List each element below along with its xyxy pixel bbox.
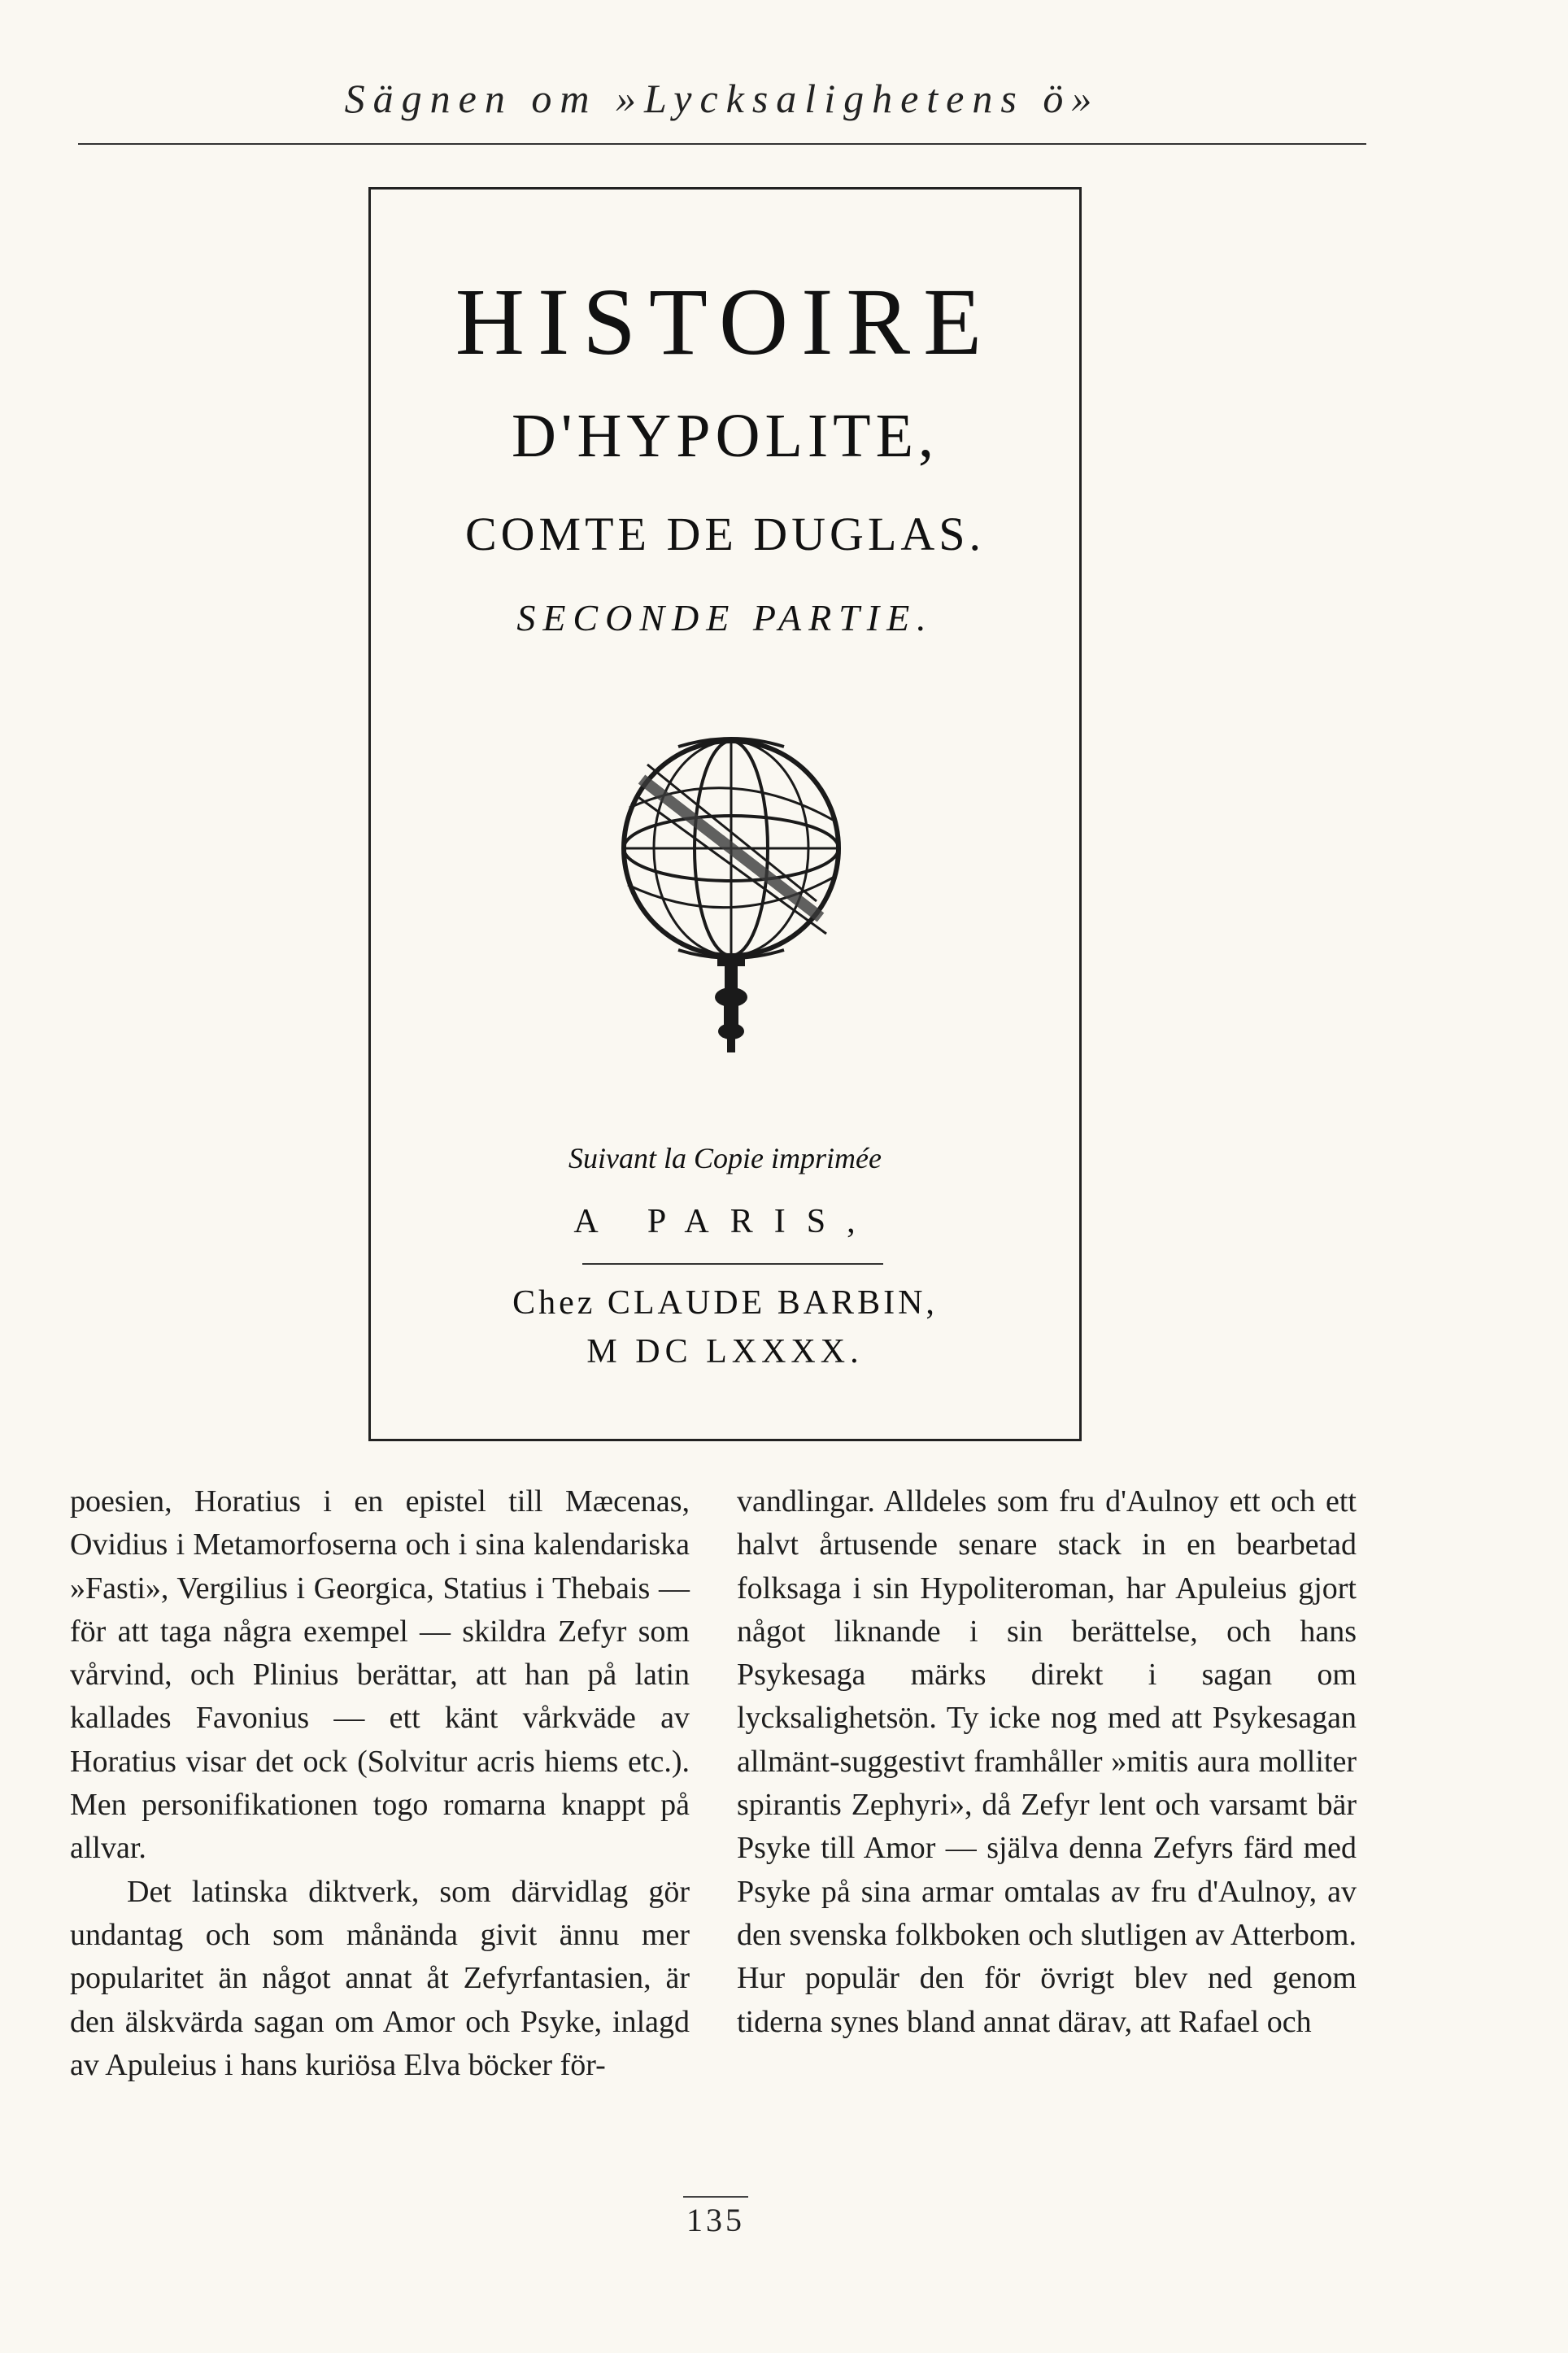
facsimile-title: HISTOIRE bbox=[455, 268, 995, 375]
armillary-sphere-icon bbox=[613, 730, 849, 1056]
facsimile-rule bbox=[582, 1263, 883, 1265]
facsimile-publisher: Chez CLAUDE BARBIN, bbox=[512, 1284, 938, 1322]
paragraph: poesien, Horatius i en epistel till Mæcenas, Ovidius i Metamorfoserna och i sina kalendariska »Fasti», Vergilius i Georgica, Statius i Thebais — för att taga några exempel — skildra Zefyr som vårvind, och Plinius berättar, att han på latin kallades Favonius — ett känt vårkväde av Horatius visar det ock (Solvitur acris hiems etc.). Men personifikationen togo romarna knappt på allvar. bbox=[70, 1484, 690, 1866]
title-page-facsimile bbox=[368, 187, 1082, 1441]
footer-rule bbox=[683, 2196, 748, 2198]
running-head: Sägnen om »Lycksalighetens ö» bbox=[344, 76, 1100, 121]
header-rule bbox=[78, 143, 1366, 145]
right-column bbox=[737, 1480, 1357, 2044]
facsimile-imprint: Suivant la Copie imprimée bbox=[568, 1142, 882, 1174]
paragraph: Det latinska diktverk, som därvidlag gör undantag och som månända givit ännu mer popularitet än något annat åt Zefyrfantasien, är den älskvärda sagan om Amor och Psyke, inlagd av Apuleius i hans kuriösa Elva böcker för- bbox=[70, 1874, 690, 2082]
facsimile-city: A PARIS, bbox=[573, 1203, 877, 1240]
facsimile-subtitle: D'HYPOLITE, bbox=[511, 402, 939, 470]
facsimile-subtitle-2: COMTE DE DUGLAS. bbox=[464, 508, 986, 560]
paragraph: vandlingar. Alldeles som fru d'Aulnoy ett och ett halvt årtusende senare stack in en bearbetad folksaga i sin Hypoliteroman, har Apuleius gjort något liknande i sin berättelse, och hans Psykesaga märks direkt i sagan om lycksalighetsön. Ty icke nog med att Psykesagan allmänt-suggestivt framhåller »mitis aura molliter spirantis Zephyri», då Zefyr lent och varsamt bär Psyke till Amor — själva denna Zefyrs färd med Psyke på sina armar omtalas av fru d'Aulnoy, av den svenska folkboken och slutligen av Atterbom. Hur populär den för övrigt blev ned genom tiderna synes bland annat därav, att Rafael och bbox=[737, 1484, 1357, 2039]
facsimile-year: M DC LXXXX. bbox=[586, 1333, 864, 1370]
left-column bbox=[70, 1480, 690, 2087]
facsimile-part: SECONDE PARTIE. bbox=[516, 597, 934, 638]
page-number: 135 bbox=[686, 2202, 745, 2238]
